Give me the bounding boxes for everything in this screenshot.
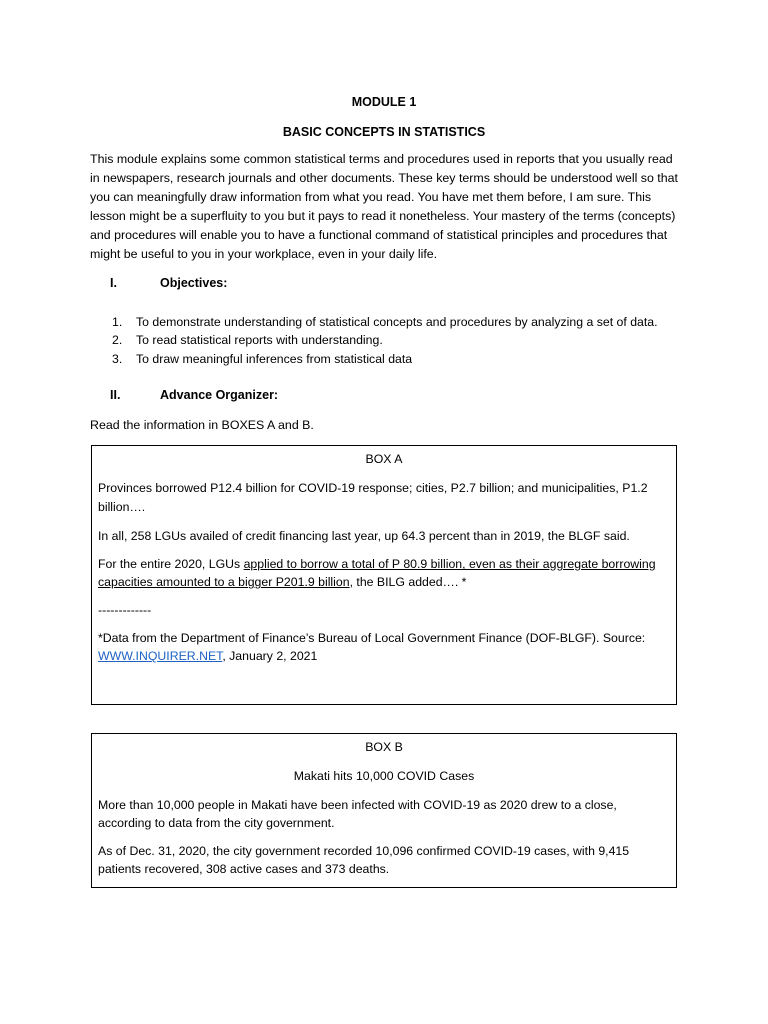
list-item — [112, 350, 712, 368]
underlined-text: applied to borrow a total of P 80.9 billion, even as their aggregate borrowing capacities amounted to a bigger P201.9 billion — [98, 557, 656, 590]
list-number: 2. — [112, 333, 123, 348]
box-a — [91, 445, 677, 705]
list-item — [112, 313, 712, 331]
section-advance-organizer-heading — [110, 388, 278, 402]
source-link[interactable]: WWW.INQUIRER.NET — [98, 649, 223, 664]
box-a-paragraph-2: In all, 258 LGUs availed of credit financing last year, up 64.3 percent than in 2019, the BLGF said. — [98, 528, 630, 543]
module-subtitle: BASIC CONCEPTS IN STATISTICS — [282, 125, 486, 139]
section-number: II. — [110, 388, 121, 402]
section-objectives-heading — [110, 276, 227, 290]
read-info-text: Read the information in BOXES A and B. — [90, 418, 314, 432]
note-date: , January 2, 2021 — [222, 649, 318, 664]
source-note — [92, 629, 676, 666]
list-item — [112, 331, 712, 349]
list-number: 1. — [112, 315, 123, 329]
box-b-paragraph-2: As of Dec. 31, 2020, the city government recorded 10,096 confirmed COVID-19 cases, with 9,415 patients recovered, 308 active cases and 373 deaths. — [98, 844, 630, 877]
box-a-paragraph-1: Provinces borrowed P12.4 billion for COVID-19 response; cities, P2.7 billion; and municipalities, P1.2 billion…. — [98, 481, 648, 514]
note-text: *Data from the Department of Finance’s Bureau of Local Government Finance (DOF-BLGF). Source: — [98, 631, 646, 646]
objectives-list — [112, 313, 712, 368]
paragraph-text: , the BILG added…. * — [349, 575, 467, 590]
box-b-title: BOX B — [365, 740, 403, 754]
section-number: I. — [110, 276, 117, 290]
box-b — [91, 733, 677, 888]
box-b-headline: Makati hits 10,000 COVID Cases — [293, 769, 475, 784]
paragraph-text: For the entire 2020, LGUs — [98, 557, 244, 572]
list-text: To demonstrate understanding of statistical concepts and procedures by analyzing a set of data. — [136, 315, 658, 329]
section-label: Advance Organizer: — [160, 388, 279, 402]
module-title: MODULE 1 — [351, 95, 417, 109]
section-label: Objectives: — [160, 276, 228, 290]
intro-paragraph: This module explains some common statistical terms and procedures used in reports that you usually read in newspapers, research journals and other documents. These key terms should be understood well so that you can meaningfully draw information from what you read. You have met them before, I am sure. This lesson might be a superfluity to you but it pays to read it nonetheless. Your mastery of the terms (concepts) and procedures will enable you to have a functional command of statistical principles and procedures that might be useful to you in your workplace, even in your daily life. — [90, 152, 678, 261]
box-a-paragraph-3 — [92, 555, 676, 592]
divider-text: ------------- — [98, 602, 152, 617]
box-b-paragraph-1: More than 10,000 people in Makati have been infected with COVID-19 as 2020 drew to a close, according to data from the city government. — [98, 797, 617, 830]
list-number: 3. — [112, 351, 123, 366]
box-a-title: BOX A — [365, 452, 403, 466]
list-text: To draw meaningful inferences from statistical data — [136, 351, 413, 366]
list-text: To read statistical reports with understanding. — [136, 333, 383, 348]
